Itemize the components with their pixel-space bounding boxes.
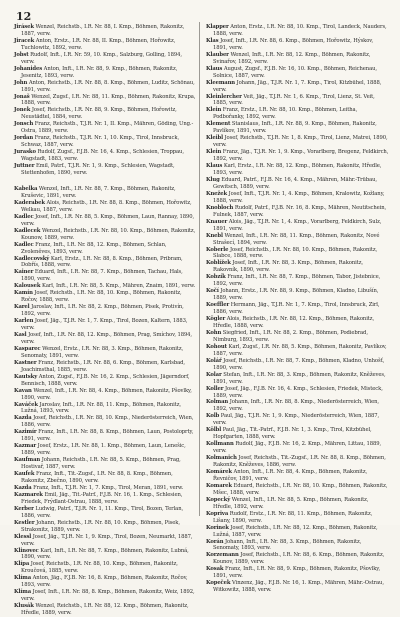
entry-surname: Kölbl — [206, 427, 222, 434]
list-item — [206, 427, 389, 441]
entry-details: Josef, Reichstb., I.R. Nr. 88, 10. Kmp., Böhmen, Rakonitz, Kroučová, 1885, verw. — [21, 561, 178, 575]
entry-surname: Korán — [206, 538, 224, 545]
entry-surname: Kabelka — [14, 185, 38, 192]
entry-surname: Kolman — [206, 399, 229, 406]
list-item — [206, 358, 389, 372]
entry-surname: Kamín — [14, 290, 33, 297]
entry-details: Franz, Erstz., I.R. Nr. 88, 10. Kmp., Böhmen, Leitha, Podbořanky, 1892, verw. — [213, 107, 358, 121]
list-item — [14, 135, 197, 149]
list-item — [14, 228, 197, 242]
list-item — [206, 386, 389, 400]
entry-surname: Kainer — [14, 269, 34, 276]
entry-details: Johann, Reichstb., I.R. Nr. 88, 10. Kmp., Böhmen, Pisek, Strakonitz, 1889, verw. — [21, 519, 180, 533]
list-item — [206, 274, 389, 288]
entry-details: Eduard, Inft., I.R. Nr. 88, 7. Kmp., Böhmen, Tachau, Hals, 1890, verw. — [21, 269, 183, 283]
list-item — [206, 441, 389, 455]
entry-details: Jaroslav, Inft., I.R. Nr. 88, 11. Kmp., Böhmen, Rakonitz, Lužná, 1893, verw. — [21, 401, 181, 415]
entry-surname: Klessl — [14, 533, 32, 540]
entry-surname: Klement — [206, 121, 231, 128]
entry-details: Franz, Inft., T.J.R. Nr. 1, 7. Kmp., Tirol, Meran, 1891, verw. — [33, 484, 184, 491]
entry-surname: Kavan — [14, 387, 32, 394]
entry-details: Josef, Erstz., I.R. Nr. 88, 1. Kmp., Böhmen, Laun, Lenešic, 1889, verw. — [21, 443, 186, 457]
list-item — [14, 561, 197, 575]
list-item — [206, 121, 389, 135]
entry-surname: Kazmar — [14, 443, 37, 450]
entry-details: Josef, Reichstb., I.R. Nr. 88, 12. Kmp., Böhmen, Rakonitz, Lužná, 1887, verw. — [213, 524, 378, 538]
list-item — [14, 415, 197, 429]
entry-details: Johann, Erstz., I.R. Nr. 88, 9. Kmp., Böhmen, Kladno, Libušín, 1889, verw. — [213, 288, 379, 302]
entry-surname: Kohout — [206, 343, 227, 350]
entry-surname: Knauer — [206, 218, 228, 225]
entry-details: Rudolf, Zugsf., F.J.B. Nr. 16, 4. Kmp., Schlesien, Troppau, Wagstadt, 1883, verw. — [21, 149, 184, 163]
entry-surname: Kastner — [14, 359, 37, 366]
entry-details: Jaroslav, Inft., I.R. Nr. 88, 2. Kmp., Böhmen, Pisek, Protivín, 1892, verw. — [21, 304, 184, 318]
entry-details: August, Zugsf., F.J.B. Nr. 16, 10. Kmp., Böhmen, Reichenau, Solnice, 1887, verw. — [213, 65, 377, 79]
entry-surname: Kalousek — [14, 283, 41, 290]
entry-details: Josef, Inft., I.R. Nr. 88, 8. Kmp., Böhmen, Rakonitz, Weiz, 1892, verw. — [21, 589, 195, 603]
entry-details: Franz, Reichstb., T.J.R. Nr. 1, II. Kmp., Mähren, Göding, Ung.-Ostra, 1889, verw. — [21, 121, 194, 135]
entry-details: Franz, Inft., Tit.-Zugsf., I.R. Nr. 88, 8. Kmp., Böhmen, Rakonitz, Zbečno, 1890, verw. — [21, 471, 173, 484]
entry-surname: Kasl — [14, 331, 27, 338]
entry-details: Emil, Jäg., Tit.-Patrf., F.J.B. Nr. 16, 1. Kmp., Schlesien, Friedek, Frýdlant-Ostrau, 1888, verw. — [21, 491, 183, 505]
entry-details: Alois, Reichstb., I.R. Nr. 88, 12. Kmp., Böhmen, Rakonitz, Hředle, 1888, verw. — [213, 316, 375, 329]
entry-surname: Kadlecovský — [14, 255, 50, 262]
list-item — [206, 483, 389, 497]
entry-surname: Kopriva — [206, 510, 229, 517]
list-item — [14, 548, 197, 562]
entry-details: Karl, Inft., I.R. Nr. 88, 7. Kmp., Böhmen, Rakonitz, Lubná, 1890, verw. — [21, 547, 189, 561]
entry-details: Franz, Reichstb., I.R. Nr. 88, 6. Kmp., Böhmen, Karlsbad, Joachimsthal, 1885, verw. — [21, 359, 185, 373]
entry-surname: Klapper — [206, 24, 229, 30]
entry-surname: Klein — [206, 107, 222, 114]
entry-surname: Koller — [206, 385, 224, 392]
entry-surname: Kleinlercher — [206, 93, 242, 100]
entry-surname: Kautsky — [14, 373, 38, 380]
list-item — [14, 589, 197, 603]
entry-details: Eduard, Patrf., F.J.B. Nr. 16, 4. Kmp., Mähren, Mähr.-Trübau, Gewitsch, 1889, verw. — [213, 176, 377, 190]
entry-details: Wenzel, Inft., I.R. Nr. 88, 5. Kmp., Böhmen, Rakonitz, Hředle, 1892, verw. — [213, 496, 369, 510]
entry-surname: Kasparec — [14, 345, 41, 352]
list-item — [206, 372, 389, 386]
entry-details: Anton, Erstz., I.R. Nr. 88, II. Kmp., Böhmen, Hořowitz, Tuchlowitz, 1892, verw. — [21, 37, 176, 51]
left-column — [14, 24, 197, 617]
entry-details: Johann, Jäg., T.J.R. Nr. 1, 7. Kmp., Tirol, Kitzbühel, 1888, verw. — [213, 79, 382, 93]
entry-surname: Kestler — [14, 519, 35, 526]
list-item — [14, 52, 197, 66]
list-item — [206, 38, 389, 52]
entry-details: Josef, Reichstb., I.R. Nr. 88, 10. Kmp., Böhmen, Rakonitz, Slabce, 1888, verw. — [213, 246, 378, 260]
entry-details: Josef, Reichstb., I.R. Nr. 88, 9. Kmp., Böhmen, Hořowitz, Neustädtel, 1884, verw. — [21, 107, 177, 121]
entry-details: Josef, Reichstb., I.R. Nr. 88, 10. Kmp., Böhmen, Rakonitz, Ročov, 1888, verw. — [21, 290, 182, 304]
list-item — [206, 302, 389, 316]
entry-surname: Kazda — [14, 415, 32, 422]
list-item — [14, 163, 197, 177]
entry-details: Johann, Inft., I.R. Nr. 88, 8. Kmp., Niederösterreich, Wien, 1892, verw. — [213, 399, 379, 413]
entry-details: Josef, Inft., I.R. Nr. 88, 5. Kmp., Böhmen, Laun, Rannay, 1890, verw. — [21, 213, 195, 227]
right-column — [206, 24, 389, 594]
entry-details: Franz, Inft., I.R. Nr. 88, 7. Kmp., Böhmen, Tabor, Jistebnice, 1892, verw. — [213, 274, 381, 288]
list-item — [14, 269, 197, 283]
entry-details: Alois, Jäg., T.J.R. Nr. 1, 4. Kmp., Vorarlberg, Feldkirch, Sulz, 1891, verw. — [213, 218, 382, 232]
entry-details: Wenzel, Inft., I.R. Nr. 88, 11. Kmp., Böhmen, Rakonitz, Nové Strašecí, 1894, verw. — [213, 232, 380, 246]
entry-details: Franz, Inft., I.R. Nr. 88, 9. Kmp., Böhmen, Rakonitz, Pšovlky, 1891, verw. — [213, 566, 381, 580]
list-item — [14, 186, 197, 200]
entry-details: Anton, Reichstb., I.R. Nr. 88, 8. Kmp., Böhmen, Luditz, Schönau, 1891, verw. — [21, 79, 195, 93]
list-item — [14, 575, 197, 589]
list-item — [14, 457, 197, 471]
entry-details: Johann, Inft., I.R. Nr. 88, 3. Kmp., Böhmen, Rakonitz, Senomaty, 1893, verw. — [213, 538, 362, 552]
entry-surname: Jobst — [14, 51, 29, 58]
list-item — [14, 388, 197, 402]
entry-surname: Klusák — [14, 603, 34, 610]
entry-details: Vinzenz, Jäg., F.J.B. Nr. 16, 1. Kmp., Mähren, Mähr.-Ostrau, Witkowitz, 1888, verw. — [213, 580, 384, 594]
list-item — [206, 80, 389, 94]
list-item — [14, 360, 197, 374]
entry-details: Rudolf, Erstz., I.R. Nr. 88, 11. Kmp., Böhmen, Rakonitz, Lišany, 1890, verw. — [213, 510, 373, 524]
entry-surname: Kadlec — [14, 241, 34, 248]
entry-surname: Jiracek — [14, 37, 35, 44]
entry-surname: Kleibl — [206, 135, 223, 142]
list-item — [206, 580, 389, 594]
entry-surname: Klíma — [14, 575, 32, 582]
list-item — [206, 566, 389, 580]
list-item — [14, 121, 197, 135]
entry-details: Emil, Patrf., T.J.R. Nr. 1, 9. Kmp., Schlesien, Wagstadt, Stettenhofen, 1890, verw. — [21, 163, 175, 177]
list-item — [206, 399, 389, 413]
entry-details: Rudolf, Patrf., F.J.B. Nr. 16, 8. Kmp., Mähren, Neutitschein, Fulnek, 1887, verw. — [213, 204, 387, 218]
list-item — [14, 290, 197, 304]
entry-details: Franz, Inft., I.R. Nr. 88, 8. Kmp., Böhmen, Laun, Postoloprty, 1891, verw. — [21, 429, 194, 443]
entry-details: Karl, Erstz., I.R. Nr. 88, 8. Kmp., Böhmen, Pribram, Dobřís, 1888, verw. — [21, 255, 183, 269]
list-item — [14, 107, 197, 121]
entry-details: Stanislaus, Inft., I.R. Nr. 88, 9. Kmp., Böhmen, Rakonitz, Pavlíkov, 1891, verw. — [213, 121, 377, 135]
entry-details: Stefan, Inft., I.R. Nr. 88, 3. Kmp., Böhmen, Rakonitz, Kněževes, 1891, verw. — [213, 371, 386, 385]
list-item — [14, 471, 197, 485]
entry-surname: Kaváček — [14, 401, 38, 408]
list-item — [14, 603, 197, 617]
list-item — [14, 346, 197, 360]
list-item — [14, 214, 197, 228]
list-item — [206, 177, 389, 191]
entry-surname: Kolb — [206, 413, 220, 420]
entry-surname: Korzemann — [206, 552, 239, 559]
list-item — [206, 247, 389, 261]
entry-surname: Kazda — [14, 484, 32, 491]
entry-surname: Jonaš — [14, 93, 30, 100]
list-item — [206, 469, 389, 483]
list-item — [14, 443, 197, 457]
entry-details: Franz, Jäg., T.J.R. Nr. 1, 9. Kmp., Vorarlberg, Bregenz, Feldkirch, 1892, verw. — [213, 149, 389, 163]
list-item — [206, 233, 389, 247]
list-item — [206, 52, 389, 66]
list-item — [206, 316, 389, 330]
entry-details: Karl, Inft., I.R. Nr. 88, 5. Kmp., Mähren, Znaim, 1891, verw. — [42, 283, 196, 290]
list-item — [206, 191, 389, 205]
entry-surname: Kögler — [206, 316, 226, 323]
entry-surname: Kobzík — [206, 274, 226, 281]
list-item — [14, 149, 197, 163]
list-item — [14, 66, 197, 80]
entry-details: Karl, Zugsf., I.R. Nr. 88, 5. Kmp., Böhmen, Rakonitz, Pavlíkov, 1887, verw. — [213, 343, 387, 357]
list-item — [206, 413, 389, 427]
entry-details: Johann, Reichstb., I.R. Nr. 88, 5. Kmp., Böhmen, Prag, Hostivař, 1887, verw. — [21, 457, 181, 471]
entry-surname: Johanides — [14, 65, 43, 72]
list-item — [206, 288, 389, 302]
entry-surname: Kaderabek — [14, 199, 45, 206]
entry-details: Franz, Reichstb., T.J.R. Nr. 1, 10. Kmp., Tirol, Innsbruck, Schwaz, 1887, verw. — [21, 135, 180, 149]
entry-surname: Juttner — [14, 163, 35, 170]
list-item — [14, 429, 197, 443]
list-item — [14, 24, 197, 38]
entry-details: Karl, Erstz., I.R. Nr. 88, 12. Kmp., Böhmen, Rakonitz, Hředle, 1893, verw. — [213, 163, 382, 177]
entry-surname: Kosak — [206, 566, 224, 573]
list-item — [14, 200, 197, 214]
entry-surname: John — [14, 79, 28, 86]
entry-surname: Karel — [14, 304, 30, 311]
entry-surname: Knebl — [206, 232, 223, 239]
list-item — [14, 520, 197, 534]
list-item — [14, 534, 197, 548]
entry-details: Siegfried, Inft., I.R. Nr. 88, 2. Kmp., Böhmen, Podiebrad, Nimburg, 1893, verw. — [213, 329, 368, 343]
entry-surname: Kadlec — [14, 213, 34, 220]
entry-surname: Komárek — [206, 469, 232, 475]
entry-surname: Kolar — [206, 371, 222, 378]
list-item — [206, 24, 389, 38]
entry-details: Wenzel, Inft., I.R. Nr. 88, 12. Kmp., Böhmen, Rakonitz, Svinařov, 1892, verw. — [213, 51, 371, 65]
entry-details: Ludwig, Patrf., T.J.R. Nr. 1, 11. Kmp., Tirol, Bozen, Terlan, 1886, verw. — [21, 505, 184, 519]
entry-surname: Kolmanich — [206, 455, 237, 462]
entry-surname: Jirásek — [14, 24, 34, 30]
entry-details: Anton, Jäg., F.J.B. Nr. 16, 8. Kmp., Böhmen, Rakonitz, Ročov, 1893, verw. — [21, 575, 188, 589]
entry-surname: Klípa — [14, 561, 30, 568]
list-item — [206, 330, 389, 344]
entry-surname: Koeffler — [206, 302, 230, 309]
entry-surname: Kopecký — [206, 496, 231, 503]
entry-surname: Klaus — [206, 65, 223, 72]
entry-surname: Komarek — [206, 482, 232, 489]
list-item — [206, 135, 389, 149]
entry-details: Josef, Inft., I.R. Nr. 88, 6. Kmp., Böhmen, Hořowitz, Hýskov, 1891, verw. — [213, 37, 374, 51]
entry-surname: Klauber — [206, 51, 229, 58]
entry-details: Veit, Jäg., T.J.R. Nr. 1, 6. Kmp., Tirol, Lienz, St. Veit, 1885, verw. — [213, 93, 375, 107]
entry-details: Josef, Jäg., T.J.R. Nr. 1, 9. Kmp., Tirol, Bozen, Neumarkt, 1887, verw. — [21, 533, 193, 547]
entry-details: Josef, Jäg., F.J.B. Nr. 16, 4. Kmp., Schlesien, Friedek, Misteck, 1889, verw. — [213, 385, 383, 399]
list-item — [14, 485, 197, 492]
entry-surname: Koberle — [206, 246, 229, 253]
entry-details: Josef, Inft., I.R. Nr. 88, 12. Kmp., Böhmen, Prag, Smíchov, 1894, verw. — [21, 331, 192, 345]
entry-details: Anton, Inft., I.R. Nr. 88, 9. Kmp., Böhmen, Rakonitz, Jesenitz, 1893, verw. — [21, 65, 178, 79]
entry-details: Alois, Reichstb., I.R. Nr. 88, 8. Kmp., Böhmen, Hořowitz, Welkau, 1887, verw. — [21, 199, 192, 213]
list-item — [14, 94, 197, 108]
entry-details: Josef, Reichstb., Tit.-Zugsf., I.R. Nr. 88, 8. Kmp., Böhmen, Rakonitz, Kněževes, 1886, verw. — [213, 455, 386, 469]
entry-details: Wenzel, Inft., I.R. Nr. 88, 4. Kmp., Böhmen, Rakonitz, Pšovlky, 1890, verw. — [21, 387, 192, 401]
entry-surname: Jonsch — [14, 121, 34, 128]
list-item — [14, 38, 197, 52]
entry-surname: Jonek — [14, 107, 31, 114]
entry-details: Anton, Inft., I.R. Nr. 88, 4. Kmp., Böhmen, Rakonitz, Řevničov, 1891, verw. — [213, 469, 368, 482]
entry-surname: Kadlecek — [14, 227, 41, 234]
entry-surname: Kazimír — [14, 429, 37, 436]
entry-surname: Kaufek — [14, 471, 35, 478]
entry-surname: Knobloch — [206, 204, 234, 211]
entry-surname: Korinek — [206, 524, 229, 531]
entry-surname: Kopeček — [206, 580, 231, 587]
list-item — [206, 344, 389, 358]
entry-surname: Klíma — [14, 589, 32, 596]
entry-details: Wenzel, Erstz., I.R. Nr. 88, 3. Kmp., Böhmen, Rakonitz, Senomaty, 1891, verw. — [21, 345, 184, 359]
entry-details: Josef, Reichstb., I.R. Nr. 88, 6. Kmp., Böhmen, Rakonitz, Kounov, 1889, verw. — [213, 552, 385, 566]
entry-details: Rudolf, Jäg., F.J.B. Nr. 16, 2. Kmp., Mähren, Littau, 1889, verw. — [213, 441, 382, 455]
entry-surname: Kaufman — [14, 457, 41, 464]
entry-surname: Klug — [206, 176, 220, 183]
entry-details: Franz, Inft., I.R. Nr. 88, 12. Kmp., Böhmen, Schlan, Zvoleněves, 1893, verw. — [21, 241, 167, 255]
entry-details: Josef, Inft., T.J.R. Nr. 1, 4. Kmp., Böhmen, Kralowitz, Kožlany, 1888, verw. — [213, 190, 385, 204]
page-number: 12 — [16, 10, 32, 23]
list-item — [14, 506, 197, 520]
entry-details: Josef, Reichstb., T.J.R. Nr. 1, 8. Kmp., Tirol, Lienz, Matrei, 1890, verw. — [213, 135, 388, 149]
entry-details: Anton, Zugsf., F.J.B. Nr. 16, 2. Kmp., Schlesien, Jägerndorf, Bennisch, 1888, verw. — [21, 373, 190, 387]
entry-details: Wenzel, Reichstb., I.R. Nr. 88, 12. Kmp., Böhmen, Rakonitz, Hředle, 1889, verw. — [21, 603, 189, 617]
list-item — [14, 256, 197, 270]
list-item — [14, 242, 197, 256]
list-item — [206, 525, 389, 539]
entry-surname: Kollmann — [206, 441, 234, 448]
list-item — [206, 205, 389, 219]
entry-surname: Klas — [206, 37, 219, 44]
entry-surname: Klein — [206, 149, 222, 156]
list-item — [206, 497, 389, 511]
entry-details: Josef, Reichstb., I.R. Nr. 88, 10. Kmp., Niederösterreich, Wien, 1886, verw. — [21, 415, 194, 429]
list-item — [206, 511, 389, 525]
entry-details: Paul, Jäg., T.J.R. Nr. 1, 9. Kmp., Niederösterreich, Wien, 1887, verw. — [213, 413, 380, 427]
entry-surname: Kolář — [206, 357, 222, 364]
list-item — [14, 80, 197, 94]
list-item — [206, 66, 389, 80]
list-item — [14, 332, 197, 346]
entry-surname: Kerber — [14, 505, 34, 512]
entry-details: Josef, Inft., I.R. Nr. 88, 3. Kmp., Böhmen, Rakonitz, Rakovník, 1890, verw. — [213, 260, 363, 274]
entry-surname: Kohn — [206, 329, 222, 336]
entry-surname: Karlen — [14, 318, 34, 325]
list-item — [206, 260, 389, 274]
entry-surname: Kazmarek — [14, 491, 43, 498]
column-divider — [199, 22, 200, 516]
entry-surname: Jurasko — [14, 149, 36, 156]
list-item — [206, 219, 389, 233]
entry-details: Anton, Erstz., I.R. Nr. 88, 10. Kmp., Tirol, Landeck, Nauders, 1888, verw. — [213, 24, 387, 37]
list-item — [14, 374, 197, 388]
list-item — [14, 304, 197, 318]
list-item — [14, 402, 197, 416]
entry-surname: Kočí — [206, 288, 219, 295]
entry-details: Rudolf, Inft., I.R. Nr. 59, 10. Kmp., Salzburg, Golling, 1894, verw. — [21, 51, 182, 65]
entry-details: Paul, Jäg., Tit.-Patrf., F.J.B. Nr. 1, 3. Kmp., Tirol, Kitzbühel, Hopfgarten, 1888, verw. — [213, 427, 372, 441]
entry-details: Eduard, Reichstb., I.R. Nr. 88, 10. Kmp., Böhmen, Rakonitz, Mšec, 1888, verw. — [213, 482, 388, 496]
entry-surname: Knežek — [206, 190, 228, 197]
entry-surname: Kleemann — [206, 79, 236, 86]
list-item — [206, 149, 389, 163]
list-item — [206, 455, 389, 469]
entry-details: Wenzel, Inft., I.R. Nr. 88, 7. Kmp., Böhmen, Rakonitz, Kruševic, 1891, verw. — [21, 185, 176, 199]
list-item — [206, 107, 389, 121]
entry-details: Josef, Jäg., T.J.R. Nr. 1, 7. Kmp., Tirol, Bozen, Kaltern, 1883, verw. — [21, 318, 188, 332]
list-item — [14, 318, 197, 332]
entry-details: Josef, Reichstb., I.R. Nr. 88, 7. Kmp., Böhmen, Kladno, Unhošť, 1890, verw. — [213, 357, 385, 371]
list-item — [206, 94, 389, 108]
entry-surname: Jordan — [14, 135, 34, 142]
entry-surname: Klaus — [206, 163, 223, 170]
list-item — [206, 163, 389, 177]
entry-details: Wenzel, Reichstb., I.R. Nr. 88, I. Kmp., Böhmen, Rakonitz, 1887, verw. — [21, 24, 185, 37]
entry-details: Hermann, Jäg., T.J.R. Nr. 1, 7. Kmp., Tirol, Innsbruck, Zirl, 1886, verw. — [213, 302, 380, 316]
list-item — [14, 492, 197, 506]
list-item — [206, 539, 389, 553]
entry-details: Wenzel, Zugsf., I.R. Nr. 88, 11. Kmp., Böhmen, Rakonitz, Krupa, 1888, verw. — [21, 93, 196, 107]
list-item — [206, 552, 389, 566]
entry-details: Wenzel, Reichstb., I.R. Nr. 88, 10. Kmp., Böhmen, Rakonitz, Kounow, 1889, verw. — [21, 227, 196, 241]
entry-surname: Koblížek — [206, 260, 231, 267]
entry-surname: Klinovec — [14, 547, 39, 554]
